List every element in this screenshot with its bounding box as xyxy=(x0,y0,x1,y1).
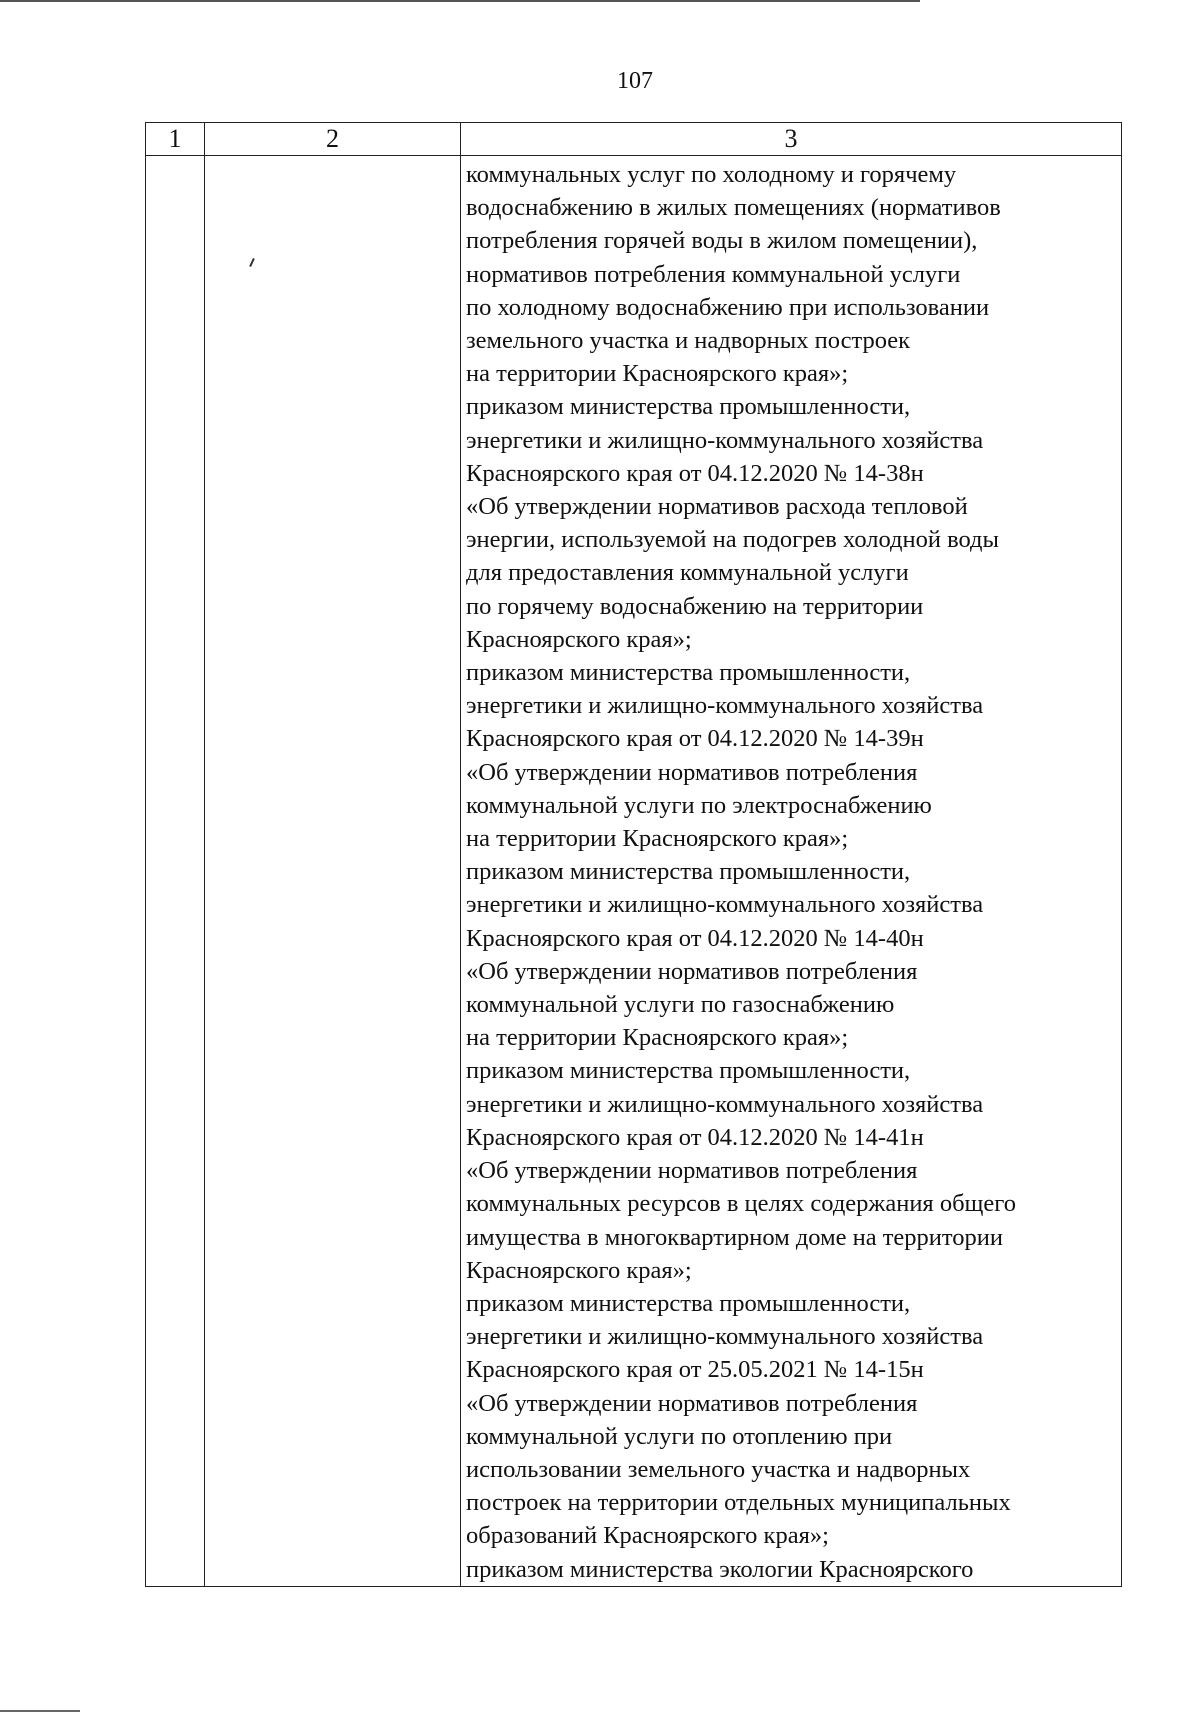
text-line: «Об утверждении нормативов потребления xyxy=(466,957,918,985)
text-line: потребления горячей воды в жилом помещении), xyxy=(466,227,978,255)
text-line: на территории Красноярского края»; xyxy=(466,1024,849,1052)
text-line: «Об утверждении нормативов расхода тепловой xyxy=(466,493,968,521)
text-line: «Об утверждении нормативов потребления xyxy=(466,758,918,786)
text-line: земельного участка и надворных построек xyxy=(466,327,911,355)
text-line: образований Красноярского края»; xyxy=(466,1522,829,1550)
top-scan-rule xyxy=(0,0,920,2)
cell-col-1 xyxy=(146,156,205,1587)
text-line: Красноярского края от 04.12.2020 № 14-39н xyxy=(466,725,924,753)
text-line: коммунальных ресурсов в целях содержания общего xyxy=(466,1190,1016,1218)
text-line: приказом министерства промышленности, xyxy=(466,1057,911,1085)
text-line: на территории Красноярского края»; xyxy=(466,825,849,853)
text-line: имущества в многоквартирном доме на территории xyxy=(466,1223,1003,1251)
text-line: приказом министерства промышленности, xyxy=(466,1289,911,1317)
text-line: для предоставления коммунальной услуги xyxy=(466,559,909,587)
text-line: «Об утверждении нормативов потребления xyxy=(466,1157,918,1185)
text-line: коммунальной услуги по газоснабжению xyxy=(466,991,895,1019)
text-line: по холодному водоснабжению при использовании xyxy=(466,293,990,321)
text-line: Красноярского края»; xyxy=(466,1256,692,1284)
text-line: водоснабжению в жилых помещениях (нормативов xyxy=(466,194,1001,222)
text-line: Красноярского края от 04.12.2020 № 14-40н xyxy=(466,924,924,952)
text-line: приказом министерства промышленности, xyxy=(466,858,911,886)
text-line: Красноярского края от 25.05.2021 № 14-15н xyxy=(466,1356,924,1384)
text-line: коммунальной услуги по электроснабжению xyxy=(466,791,932,819)
page-number: 107 xyxy=(617,68,653,94)
header-col-2: 2 xyxy=(205,123,461,156)
table-row xyxy=(146,156,1122,1587)
document-table xyxy=(145,122,1122,1587)
text-line: приказом министерства промышленности, xyxy=(466,659,911,687)
bottom-scan-rule xyxy=(0,1710,80,1712)
text-line: приказом министерства экологии Красноярского xyxy=(466,1555,974,1583)
table-header-row xyxy=(146,123,1122,156)
text-line: использовании земельного участка и надворных xyxy=(466,1455,971,1483)
text-line: «Об утверждении нормативов потребления xyxy=(466,1389,918,1417)
text-line: по горячему водоснабжению на территории xyxy=(466,592,924,620)
text-line: коммунальной услуги по отоплению при xyxy=(466,1422,893,1450)
header-col-3: 3 xyxy=(461,123,1122,156)
text-line: энергетики и жилищно-коммунального хозяйства xyxy=(466,426,984,454)
text-line: Красноярского края от 04.12.2020 № 14-38н xyxy=(466,459,924,487)
text-line: Красноярского края от 04.12.2020 № 14-41н xyxy=(466,1123,924,1151)
text-line: нормативов потребления коммунальной услуги xyxy=(466,260,961,288)
header-col-1: 1 xyxy=(146,123,205,156)
text-line: энергетики и жилищно-коммунального хозяйства xyxy=(466,692,984,720)
text-line: энергетики и жилищно-коммунального хозяйства xyxy=(466,891,984,919)
text-line: энергетики и жилищно-коммунального хозяйства xyxy=(466,1090,984,1118)
text-line: на территории Красноярского края»; xyxy=(466,360,849,388)
cell-col-3-text xyxy=(461,156,1121,1586)
text-line: построек на территории отдельных муниципальных xyxy=(466,1489,1011,1517)
text-line: энергии, используемой на подогрев холодной воды xyxy=(466,526,999,554)
cell-col-3 xyxy=(461,156,1122,1587)
text-line: приказом министерства промышленности, xyxy=(466,393,911,421)
cell-col-2 xyxy=(205,156,461,1587)
text-line: Красноярского края»; xyxy=(466,625,692,653)
text-line: энергетики и жилищно-коммунального хозяйства xyxy=(466,1323,984,1351)
text-line: коммунальных услуг по холодному и горячему xyxy=(466,161,957,188)
